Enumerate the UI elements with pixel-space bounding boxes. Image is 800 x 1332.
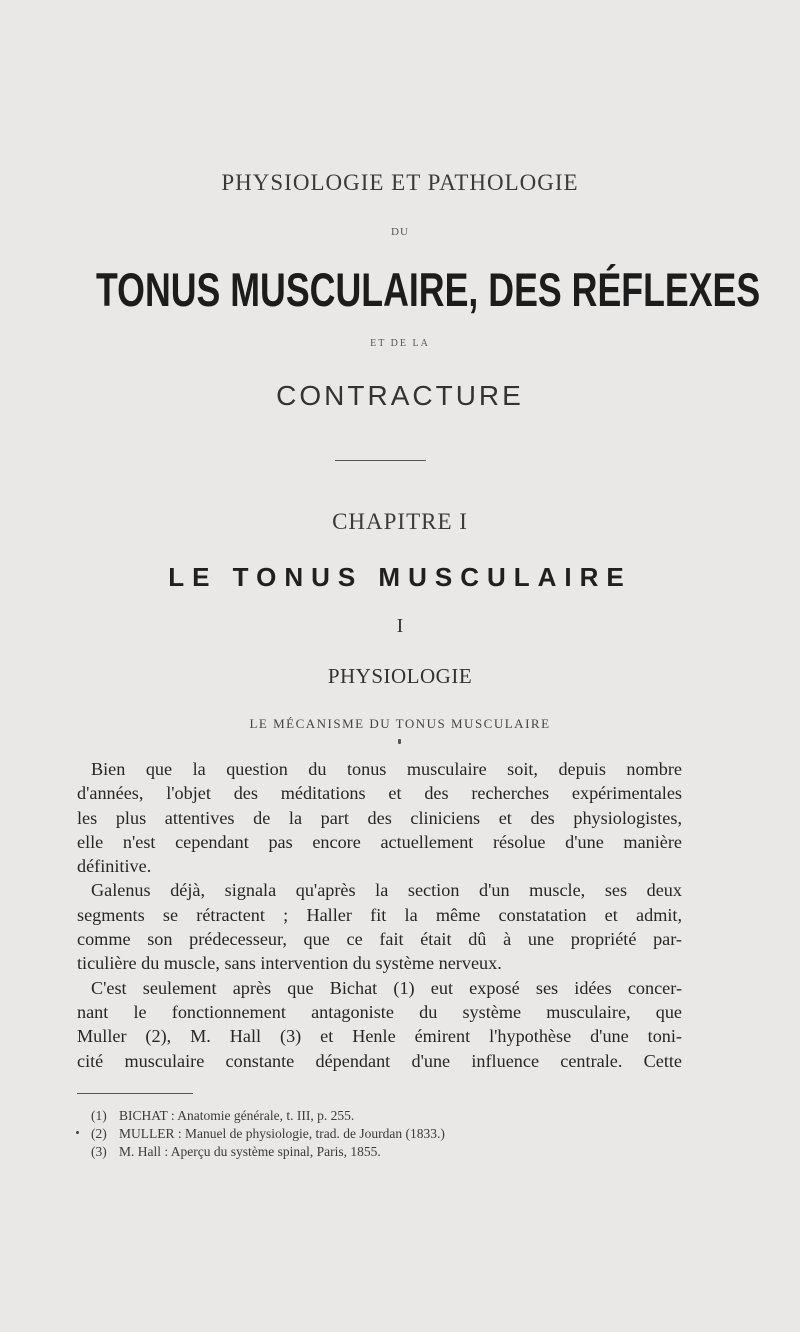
text-line: ticulière du muscle, sans intervention du système nerveux. [77,953,502,974]
chapter-label: CHAPITRE I [332,509,468,534]
text-line: d'années, l'objet des méditations et des recherches expérimentales [77,783,682,804]
text-line: Galenus déjà, signala qu'après la section d'un muscle, ses deux [91,880,682,901]
text-line: C'est seulement après que Bichat (1) eut exposé ses idées concer- [91,977,682,998]
print-speck [398,739,401,744]
part-title: PHYSIOLOGIE [327,664,473,688]
text-line: Muller (2), M. Hall (3) et Henle émirent l'hypothèse d'une toni- [77,1026,682,1047]
footnote [91,1143,445,1161]
footnote-text: M. Hall : Aperçu du système spinal, Paris, 1855. [119,1144,381,1159]
section-title: LE MÉCANISME DU TONUS MUSCULAIRE [249,716,551,731]
footnote-number: (1) [91,1108,107,1123]
footnote [91,1107,445,1125]
title-line-4: ET DE LA [370,338,430,349]
footnote-number: (2) [91,1126,107,1141]
footnotes [91,1107,445,1161]
title-divider [335,460,426,461]
footnote-number: (3) [91,1144,107,1159]
text-line: cité musculaire constante dépendant d'une influence centrale. Cette [77,1050,682,1071]
print-speck [76,1131,79,1134]
title-line-1: PHYSIOLOGIE ET PATHOLOGIE [221,170,579,195]
text-line: Bien que la question du tonus musculaire soit, depuis nombre [91,759,682,779]
footnote [91,1125,445,1143]
title-line-2: DU [391,226,409,238]
text-line: comme son prédecesseur, que ce fait était dû à une propriété par- [77,929,682,950]
main-title: TONUS MUSCULAIRE, DES RÉFLEXES [96,263,761,316]
footnote-divider [77,1093,193,1094]
text-line: nant le fonctionnement antagoniste du système musculaire, que [77,1001,682,1022]
footnote-text: MULLER : Manuel de physiologie, trad. de Jourdan (1833.) [119,1126,445,1141]
title-line-5: CONTRACTURE [276,380,524,411]
chapter-title: LE TONUS MUSCULAIRE [168,562,632,592]
text-line: les plus attentives de la part des cliniciens et des physiologistes, [77,807,682,828]
body-text [77,757,682,1073]
text-line: segments se rétractent ; Haller fit la même constatation et admit, [77,904,682,925]
text-line: elle n'est cependant pas encore actuellement résolue d'une manière [77,831,682,852]
part-number: I [396,615,404,637]
footnote-text: BICHAT : Anatomie générale, t. III, p. 255. [119,1108,355,1123]
text-line: définitive. [77,856,152,877]
